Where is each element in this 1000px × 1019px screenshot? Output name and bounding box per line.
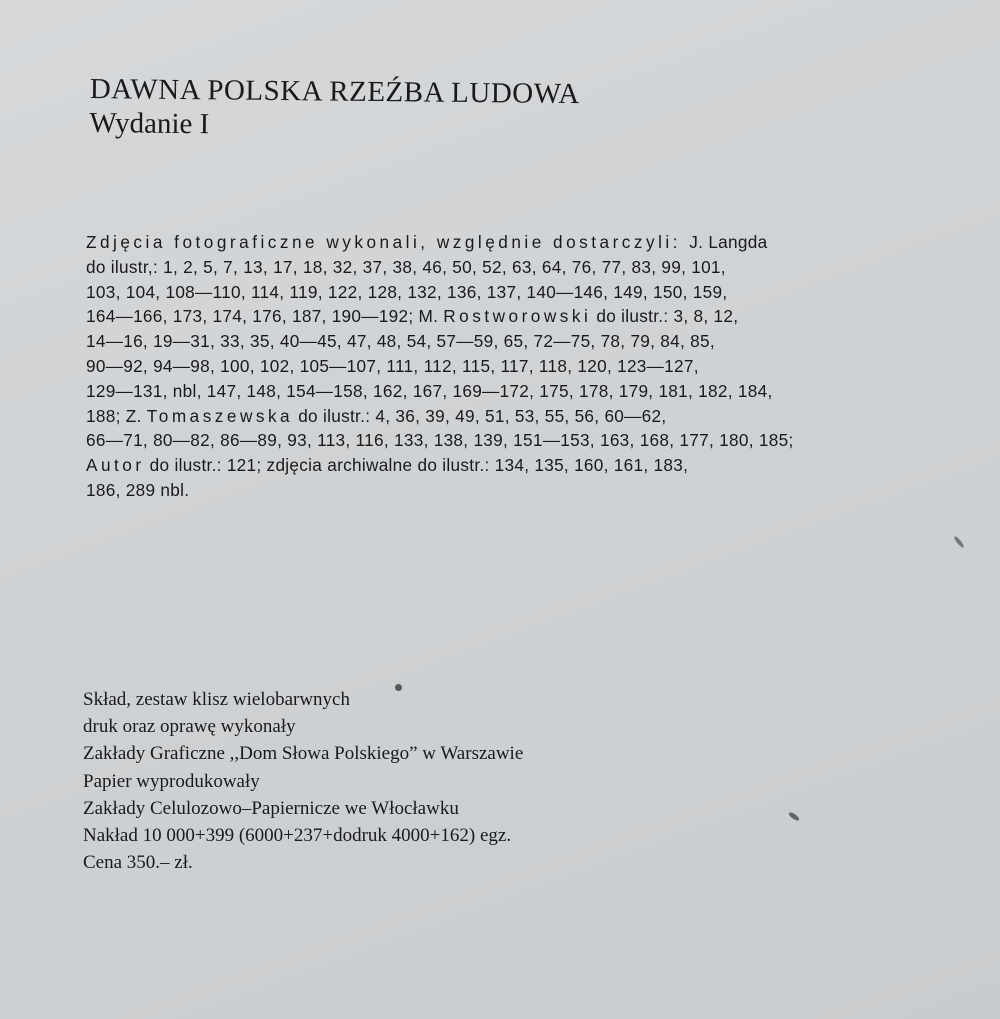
- credit-text: do ilustr.: 3, 8, 12,: [591, 306, 739, 327]
- credit-line: 66—71, 80—82, 86—89, 93, 113, 116, 133, 138, 139, 151—153, 163, 168, 177, 180, 185;: [86, 430, 794, 451]
- imprint-line: Zakłady Celulozowo–Papiernicze we Włocławku: [83, 797, 459, 819]
- imprint-line: druk oraz oprawę wykonały: [83, 716, 296, 738]
- credit-text: do ilustr.: 4, 36, 39, 49, 51, 53, 55, 56, 60—62,: [293, 405, 667, 426]
- credit-line: 103, 104, 108—110, 114, 119, 122, 128, 132, 136, 137, 140—146, 149, 150, 159,: [86, 281, 728, 302]
- credit-text: Zdjęcia fotograficzne wykonali, względnie dostarczyli:: [86, 232, 690, 252]
- credit-line: [86, 230, 946, 255]
- book-title: DAWNA POLSKA RZEŹBA LUDOWA: [89, 72, 580, 111]
- paper-speck: [953, 535, 965, 548]
- imprint-line: Skład, zestaw klisz wielobarwnych: [83, 689, 350, 710]
- credit-line: 186, 289 nbl.: [86, 479, 190, 500]
- credit-line: 90—92, 94—98, 100, 102, 105—107, 111, 112, 115, 117, 118, 120, 123—127,: [86, 355, 699, 376]
- paper-speck: [788, 811, 801, 822]
- credit-line: do ilustr,: 1, 2, 5, 7, 13, 17, 18, 32, 37, 38, 46, 50, 52, 63, 64, 76, 77, 83, 99, 101,: [86, 256, 726, 277]
- printing-imprint: [83, 686, 523, 876]
- credit-text: 164—166, 173, 174, 176, 187, 190—192; M.: [86, 306, 444, 327]
- photographer-name: Tomaszewska: [146, 405, 294, 426]
- credit-text: J. Langda: [689, 232, 768, 252]
- credit-line: 129—131, nbl, 147, 148, 154—158, 162, 167, 169—172, 175, 178, 179, 181, 182, 184,: [86, 380, 773, 401]
- price: Cena 350.– zł.: [83, 852, 193, 874]
- imprint-line: Zakłady Graficzne ,,Dom Słowa Polskiego” w Warszawie: [83, 743, 524, 765]
- title-block: [89, 72, 580, 145]
- photo-credits: [86, 230, 946, 503]
- credit-text: 188; Z.: [86, 405, 147, 426]
- credit-line: [86, 304, 946, 329]
- credit-line: 14—16, 19—31, 33, 35, 40—45, 47, 48, 54, 57—59, 65, 72—75, 78, 79, 84, 85,: [86, 331, 715, 352]
- photographer-name: Autor: [86, 455, 145, 476]
- photographer-name: Rostworowski: [443, 306, 592, 327]
- imprint-line: Papier wyprodukowały: [83, 770, 260, 792]
- paper-speck: [395, 684, 402, 691]
- print-run: Nakład 10 000+399 (6000+237+dodruk 4000+162) egz.: [83, 825, 512, 847]
- credit-line: [86, 453, 946, 478]
- credit-line: [86, 404, 946, 429]
- edition-label: Wydanie I: [89, 106, 210, 141]
- credit-text: do ilustr.: 121; zdjęcia archiwalne do ilustr.: 134, 135, 160, 161, 183,: [144, 455, 689, 476]
